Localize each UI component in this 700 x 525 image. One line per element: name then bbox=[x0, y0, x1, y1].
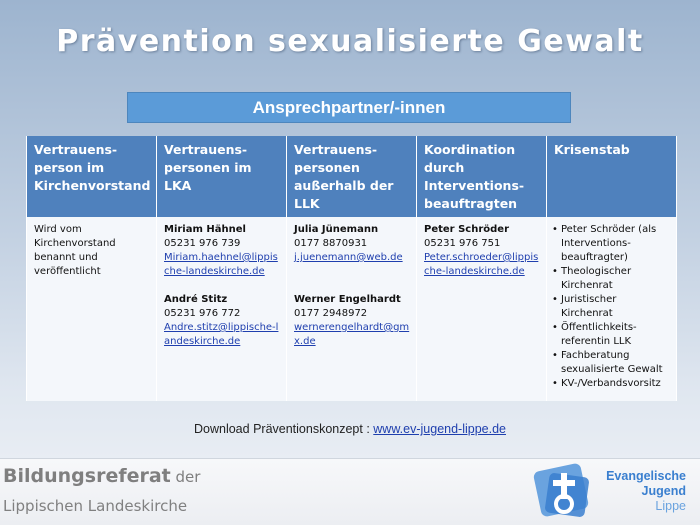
contact-table bbox=[26, 136, 677, 401]
list-item: • Fachberatung sexualisierte Gewalt bbox=[551, 349, 671, 377]
contact-email-link[interactable]: Andre.stitz@lippische-landeskirche.de bbox=[164, 322, 279, 347]
table-header-row bbox=[27, 136, 677, 217]
list-item: • Öffentlichkeits-referentin LLK bbox=[551, 321, 671, 349]
list-item: • Theologischer Kirchenrat bbox=[551, 265, 671, 293]
cell-krisenstab bbox=[547, 217, 677, 401]
list-item: • KV-/Verbandsvorsitz bbox=[551, 377, 671, 391]
download-link[interactable]: www.ev-jugend-lippe.de bbox=[373, 422, 506, 436]
krisenstab-list bbox=[551, 223, 671, 391]
spacer bbox=[164, 279, 281, 293]
logo-line1: Evangelische bbox=[606, 469, 686, 483]
contact-email-link[interactable]: wernerengelhardt@gmx.de bbox=[294, 322, 410, 347]
kirchenvorstand-text: Wird vom Kirchenvorstand benannt und veröffentlicht bbox=[34, 224, 116, 277]
footer-org-der: der bbox=[170, 468, 201, 486]
contact-email-link[interactable]: Miriam.haehnel@lippische-landeskirche.de bbox=[164, 252, 278, 277]
header-ausserhalb-llk: Vertrauens-personen außerhalb der LLK bbox=[287, 136, 417, 217]
contact-email-link[interactable]: Peter.schroeder@lippische-landeskirche.de bbox=[424, 252, 539, 277]
footer-org-line2: Lippischen Landeskirche bbox=[3, 497, 188, 515]
contact-name: Miriam Hähnel bbox=[164, 224, 246, 235]
spacer bbox=[294, 279, 411, 293]
cell-lka bbox=[157, 217, 287, 401]
contact-phone: 05231 976 772 bbox=[164, 308, 241, 319]
header-krisenstab: Krisenstab bbox=[547, 136, 677, 217]
contact-email-link[interactable]: j.juenemann@web.de bbox=[294, 252, 403, 263]
contact-phone: 05231 976 751 bbox=[424, 238, 501, 249]
contact-phone: 0177 2948972 bbox=[294, 308, 368, 319]
contact-name: Peter Schröder bbox=[424, 224, 510, 235]
slide-title: Prävention sexualisierte Gewalt bbox=[56, 24, 644, 59]
contact-phone: 0177 8870931 bbox=[294, 238, 368, 249]
footer bbox=[0, 458, 700, 525]
logo-line3: Lippe bbox=[655, 499, 686, 513]
table-row bbox=[27, 217, 677, 401]
header-koordination: Koordination durch Interventions-beauftragten bbox=[417, 136, 547, 217]
header-kirchenvorstand: Vertrauens-person im Kirchenvorstand bbox=[27, 136, 157, 217]
footer-org-bold: Bildungsreferat bbox=[3, 465, 171, 487]
download-label: Download Präventionskonzept : bbox=[194, 422, 374, 436]
cell-koordination bbox=[417, 217, 547, 401]
spacer bbox=[294, 265, 411, 279]
header-lka: Vertrauens-personen im LKA bbox=[157, 136, 287, 217]
contact-name: Werner Engelhardt bbox=[294, 294, 401, 305]
evangelische-jugend-logo-icon bbox=[533, 461, 595, 523]
list-item: • Peter Schröder (als Interventions-beauftragter) bbox=[551, 223, 671, 265]
logo-line2: Jugend bbox=[641, 484, 686, 498]
subtitle-text: Ansprechpartner/-innen bbox=[252, 97, 446, 117]
list-item: • Juristischer Kirchenrat bbox=[551, 293, 671, 321]
footer-org-line1 bbox=[3, 465, 200, 487]
subtitle-banner bbox=[127, 92, 571, 123]
contact-name: André Stitz bbox=[164, 294, 228, 305]
cell-kirchenvorstand bbox=[27, 217, 157, 401]
download-line bbox=[0, 422, 700, 436]
cell-ausserhalb-llk bbox=[287, 217, 417, 401]
contact-phone: 05231 976 739 bbox=[164, 238, 241, 249]
contact-name: Julia Jünemann bbox=[294, 224, 379, 235]
logo-wordmark bbox=[602, 469, 686, 514]
